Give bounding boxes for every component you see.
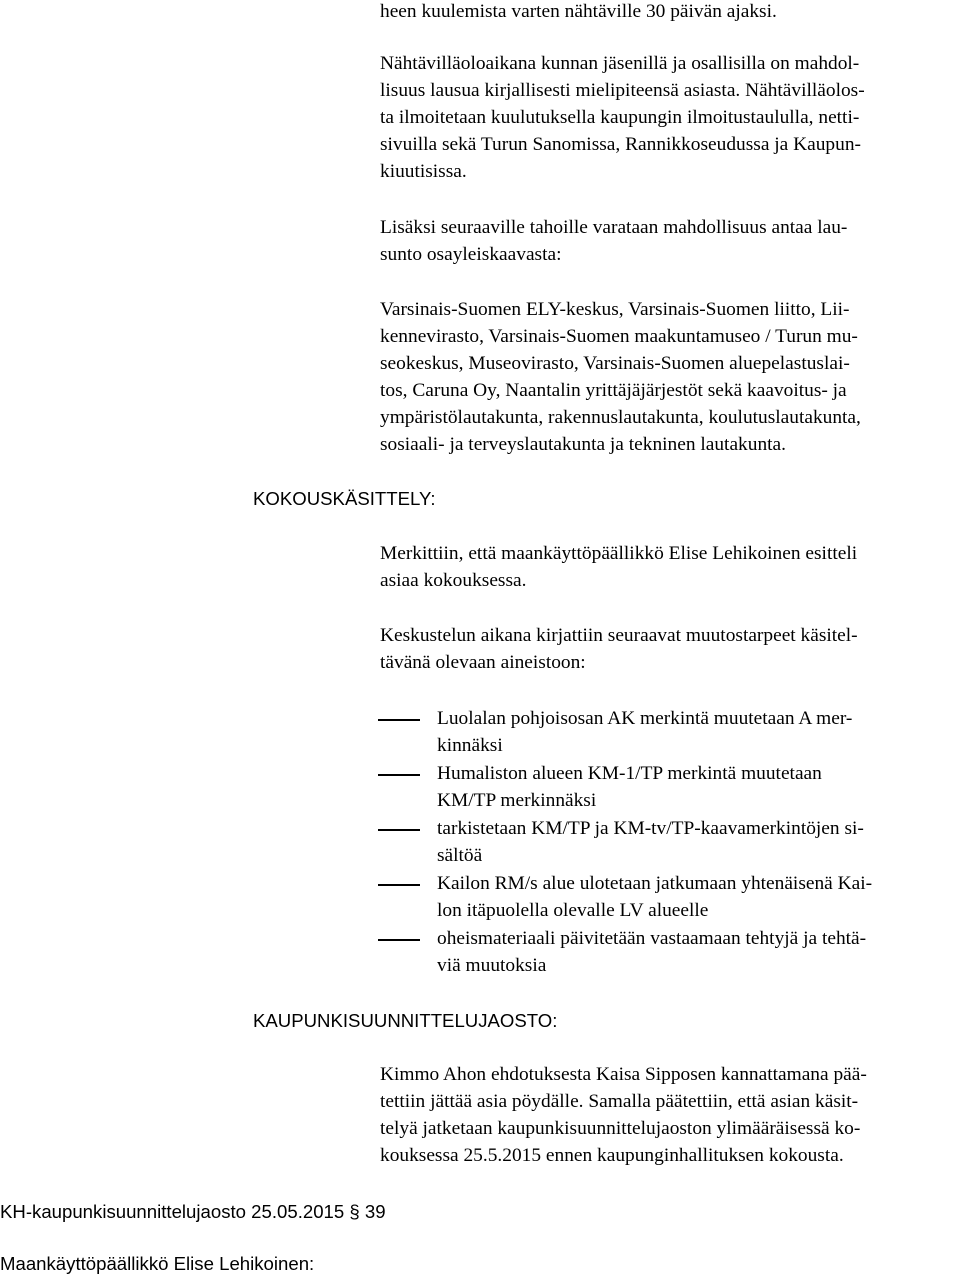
paragraph-line: asiaa kokouksessa. <box>380 570 527 591</box>
paragraph-line: kiuutisissa. <box>380 161 467 182</box>
dash-bullet-icon <box>378 939 420 941</box>
list-item-continuation: lon itäpuolella olevalle LV alueelle <box>437 900 709 921</box>
dash-bullet-icon <box>378 719 420 721</box>
list-item-continuation: sältöä <box>437 845 483 866</box>
paragraph-line: tettiin jättää asia pöydälle. Samalla päätettiin, että asian käsit- <box>380 1091 859 1112</box>
dash-bullet-icon <box>378 829 420 831</box>
list-item-continuation: kinnäksi <box>437 735 503 756</box>
paragraph-line: Merkittiin, että maankäyttöpäällikkö Elise Lehikoinen esitteli <box>380 543 858 564</box>
paragraph-line: tävänä olevaan aineistoon: <box>380 652 586 673</box>
list-item: oheismateriaali päivitetään vastaamaan tehtyjä ja tehtä- <box>437 928 867 949</box>
paragraph-line: sosiaali- ja terveyslautakunta ja tekninen lautakunta. <box>380 434 786 455</box>
paragraph-line: kouksessa 25.5.2015 ennen kaupunginhallituksen kokousta. <box>380 1145 844 1166</box>
list-item-continuation: KM/TP merkinnäksi <box>437 790 597 811</box>
paragraph-line: kennevirasto, Varsinais-Suomen maakuntamuseo / Turun mu- <box>380 326 858 347</box>
jaosto-heading: KAUPUNKISUUNNITTELUJAOSTO: <box>253 1010 558 1031</box>
paragraph-line: Lisäksi seuraaville tahoille varataan mahdollisuus antaa lau- <box>380 217 848 238</box>
paragraph-line: Kimmo Ahon ehdotuksesta Kaisa Sipposen kannattamana pää- <box>380 1064 867 1085</box>
list-item: Luolalan pohjoisosan AK merkintä muutetaan A mer- <box>437 708 853 729</box>
meeting-reference: KH-kaupunkisuunnittelujaosto 25.05.2015 § 39 <box>0 1201 386 1222</box>
presenter-label: Maankäyttöpäällikkö Elise Lehikoinen: <box>0 1253 315 1274</box>
paragraph-line: Keskustelun aikana kirjattiin seuraavat muutostarpeet käsitel- <box>380 625 858 646</box>
paragraph-line: Nähtävilläoloaikana kunnan jäsenillä ja osallisilla on mahdol- <box>380 53 860 74</box>
paragraph-line: ympäristölautakunta, rakennuslautakunta, koulutuslautakunta, <box>380 407 861 428</box>
kokous-heading: KOKOUSKÄSITTELY: <box>253 488 436 509</box>
paragraph-line: tos, Caruna Oy, Naantalin yrittäjäjärjestöt sekä kaavoitus- ja <box>380 380 847 401</box>
paragraph-line: sunto osayleiskaavasta: <box>380 244 562 265</box>
paragraph-line: sivuilla sekä Turun Sanomissa, Rannikkoseudussa ja Kaupun- <box>380 134 861 155</box>
list-item: tarkistetaan KM/TP ja KM-tv/TP-kaavamerkintöjen si- <box>437 818 864 839</box>
paragraph-line: heen kuulemista varten nähtäville 30 päivän ajaksi. <box>380 1 777 22</box>
list-item: Kailon RM/s alue ulotetaan jatkumaan yhtenäisenä Kai- <box>437 873 873 894</box>
paragraph-line: telyä jatketaan kaupunkisuunnittelujaoston ylimääräisessä ko- <box>380 1118 861 1139</box>
paragraph-line: Varsinais-Suomen ELY-keskus, Varsinais-Suomen liitto, Lii- <box>380 299 850 320</box>
list-item-continuation: viä muutoksia <box>437 955 547 976</box>
dash-bullet-icon <box>378 884 420 886</box>
dash-bullet-icon <box>378 774 420 776</box>
paragraph-line: lisuus lausua kirjallisesti mielipiteensä asiasta. Nähtävilläolos- <box>380 80 865 101</box>
paragraph-line: ta ilmoitetaan kuulutuksella kaupungin ilmoitustaululla, netti- <box>380 107 860 128</box>
paragraph-line: seokeskus, Museovirasto, Varsinais-Suomen aluepelastuslai- <box>380 353 850 374</box>
list-item: Humaliston alueen KM-1/TP merkintä muutetaan <box>437 763 822 784</box>
